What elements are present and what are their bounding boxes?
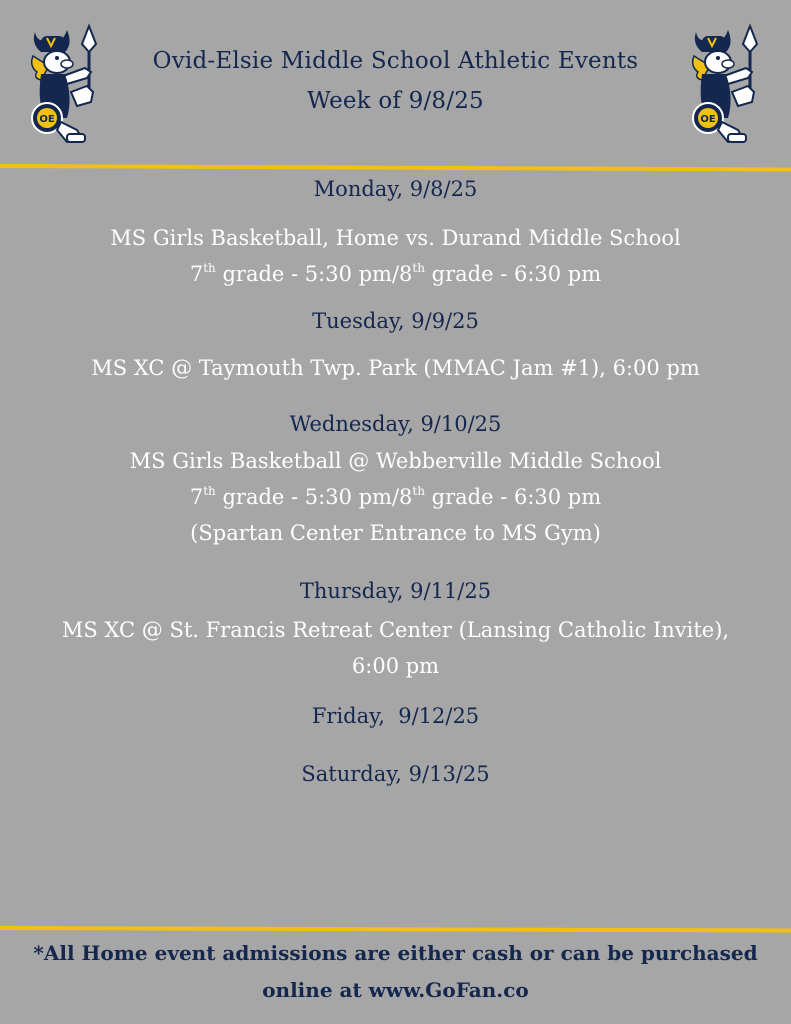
day-heading-thursday: Thursday, 9/11/25 bbox=[299, 579, 492, 603]
grade8-suffix: th bbox=[412, 484, 425, 498]
grade7-text: grade - 5:30 pm/8 bbox=[215, 262, 413, 286]
viking-mascot-icon bbox=[27, 22, 103, 148]
day-heading-monday: Monday, 9/8/25 bbox=[313, 177, 478, 201]
grade8-text: grade - 6:30 pm bbox=[424, 485, 602, 509]
event-tuesday: MS XC @ Taymouth Twp. Park (MMAC Jam #1), 6:00 pm bbox=[91, 356, 700, 380]
viking-mascot-icon bbox=[688, 22, 764, 148]
grade7-number: 7 bbox=[189, 262, 204, 286]
grade7-suffix: th bbox=[203, 261, 216, 275]
event-thursday-line2: 6:00 pm bbox=[351, 654, 440, 678]
day-heading-saturday: Saturday, 9/13/25 bbox=[301, 762, 490, 786]
page-subtitle: Week of 9/8/25 bbox=[307, 88, 484, 114]
day-heading-tuesday: Tuesday, 9/9/25 bbox=[312, 309, 479, 333]
grade7-text: grade - 5:30 pm/8 bbox=[215, 485, 413, 509]
footer-note-line2: online at www.GoFan.co bbox=[262, 978, 529, 1002]
event-wednesday: MS Girls Basketball @ Webberville Middle School bbox=[129, 449, 662, 473]
event-times-monday bbox=[0, 262, 791, 286]
event-times-wednesday bbox=[0, 485, 791, 509]
day-heading-wednesday: Wednesday, 9/10/25 bbox=[289, 412, 502, 436]
shield-letters: OE bbox=[39, 114, 55, 125]
grade7-suffix: th bbox=[203, 484, 216, 498]
day-heading-friday: Friday, 9/12/25 bbox=[311, 704, 480, 728]
footer-note-line1: *All Home event admissions are either cash or can be purchased bbox=[33, 941, 758, 965]
event-monday: MS Girls Basketball, Home vs. Durand Middle School bbox=[110, 226, 681, 250]
shield-letters: OE bbox=[700, 114, 716, 125]
event-note-wednesday: (Spartan Center Entrance to MS Gym) bbox=[190, 521, 601, 545]
grade8-text: grade - 6:30 pm bbox=[424, 262, 602, 286]
bottom-divider bbox=[0, 926, 791, 932]
grade7-number: 7 bbox=[189, 485, 204, 509]
grade8-suffix: th bbox=[412, 261, 425, 275]
page-title: Ovid-Elsie Middle School Athletic Events bbox=[152, 48, 639, 74]
event-thursday-line1: MS XC @ St. Francis Retreat Center (Lansing Catholic Invite), bbox=[61, 618, 730, 642]
top-divider bbox=[0, 164, 791, 171]
